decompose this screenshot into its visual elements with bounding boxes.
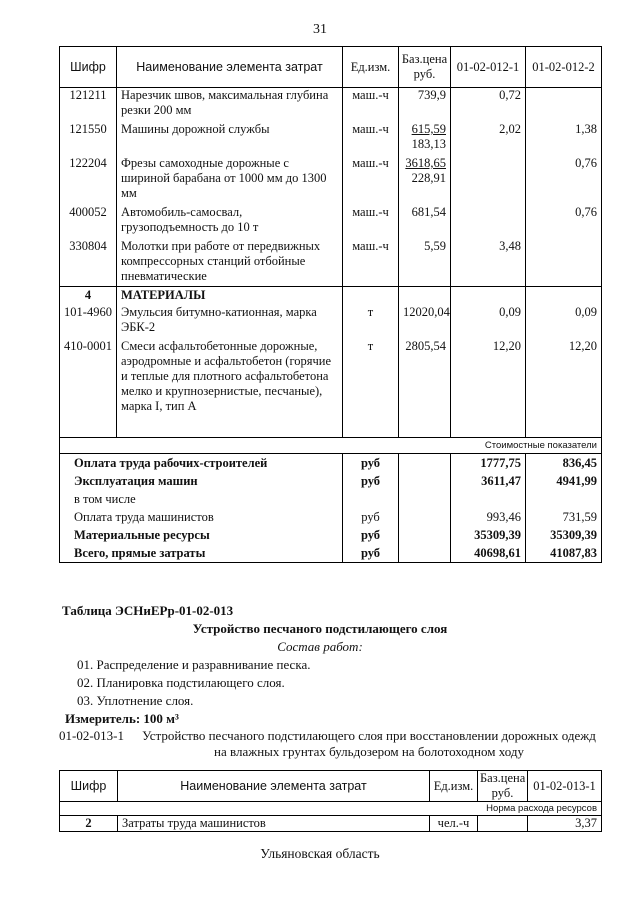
row-v2: 12,20 [526,339,602,438]
col-header-code: Шифр [60,47,117,88]
row-v2 [526,239,602,287]
row-v1: 0,09 [451,305,526,339]
table-title: Таблица ЭСНиЕРр-01-02-013 [62,603,234,618]
norm-header-row [60,802,602,816]
table-row [60,305,602,339]
section-heading: Устройство песчаного подстилающего слоя [192,621,448,636]
row-v1: 12,20 [451,339,526,438]
summary-v1: 993,46 [451,508,526,526]
row-v1: 3,37 [528,816,602,832]
summary-unit [343,490,399,508]
col-header-name: Наименование элемента затрат [117,47,343,88]
item-code: 01-02-013-1 [59,728,124,743]
row-price: 2805,54 [399,339,451,438]
table-row [60,205,602,239]
row-name: Нарезчик швов, максимальная глубина резки 200 мм [117,88,343,123]
row-price: 739,9 [399,88,451,123]
cost-header-row [60,438,602,454]
col-header-col1: 01-02-013-1 [528,771,602,802]
row-unit: маш.-ч [343,239,399,287]
row-code: 121550 [60,122,117,156]
summary-v2 [526,490,602,508]
row-price: 12020,04 [399,305,451,339]
summary-row [60,526,602,544]
col-header-col2: 01-02-012-2 [526,47,602,88]
summary-v1: 3611,47 [451,472,526,490]
summary-label: Оплата труда машинистов [60,508,343,526]
work-item: 01. Распределение и разравнивание песка. [77,657,311,672]
table-row [60,239,602,287]
row-unit: т [343,305,399,339]
row-v2: 0,09 [526,305,602,339]
row-unit: т [343,339,399,438]
col-header-unit: Ед.изм. [430,771,478,802]
row-price-alt: 183,13 [411,137,446,151]
row-code: 410-0001 [60,339,117,438]
summary-row [60,508,602,526]
col-header-code: Шифр [60,771,118,802]
row-unit: маш.-ч [343,205,399,239]
summary-unit: руб [343,526,399,544]
summary-v1: 40698,61 [451,544,526,563]
summary-row [60,472,602,490]
summary-v2: 41087,83 [526,544,602,563]
summary-label: Оплата труда рабочих-строителей [60,454,343,473]
row-unit: маш.-ч [343,122,399,156]
row-name: Эмульсия битумно-катионная, марка ЭБК-2 [117,305,343,339]
summary-v2: 35309,39 [526,526,602,544]
row-name: Затраты труда машинистов [118,816,430,832]
row-code: 101-4960 [60,305,117,339]
col-header-price: Баз.цена руб. [399,47,451,88]
summary-v1 [451,490,526,508]
row-unit: маш.-ч [343,156,399,205]
row-v1 [451,156,526,205]
summary-v2: 836,45 [526,454,602,473]
row-code: 2 [60,816,118,832]
row-v1: 2,02 [451,122,526,156]
summary-row [60,490,602,508]
row-name: Фрезы самоходные дорожные с шириной барабана от 1000 мм до 1300 мм [117,156,343,205]
work-item: 02. Планировка подстилающего слоя. [77,675,285,690]
summary-row [60,544,602,563]
row-code: 330804 [60,239,117,287]
summary-label: Всего, прямые затраты [60,544,343,563]
summary-unit: руб [343,508,399,526]
row-code: 121211 [60,88,117,123]
table-header-row [60,771,602,802]
table-row [60,88,602,123]
col-header-name: Наименование элемента затрат [118,771,430,802]
table-row [60,122,602,156]
row-price [478,816,528,832]
summary-label: в том числе [60,490,343,508]
summary-v1: 1777,75 [451,454,526,473]
summary-unit: руб [343,544,399,563]
page-number: 31 [313,22,327,37]
table-header-row [60,47,602,88]
section-row [60,287,602,306]
row-name: Автомобиль-самосвал, грузоподъемность до 10 т [117,205,343,239]
row-price: 681,54 [399,205,451,239]
works-title: Состав работ: [277,639,363,654]
summary-unit: руб [343,454,399,473]
summary-row [60,454,602,473]
norm-header: Норма расхода ресурсов [60,802,602,816]
row-unit: маш.-ч [343,88,399,123]
summary-v1: 35309,39 [451,526,526,544]
row-name: Машины дорожной службы [117,122,343,156]
measure: Измеритель: 100 м³ [65,711,179,726]
row-unit: чел.-ч [430,816,478,832]
section-title: МАТЕРИАЛЫ [117,287,343,306]
summary-v2: 4941,99 [526,472,602,490]
table-row [60,816,602,832]
row-name: Смеси асфальтобетонные дорожные, аэродромные и асфальтобетон (горячие и теплые для плотного асфальтобетона мелко и крупнозернистые, песчаные), марка I, тип А [117,339,343,438]
row-v2: 0,76 [526,156,602,205]
item-description: Устройство песчаного подстилающего слоя при восстановлении дорожных одежд на влажных грунтах бульдозером на болотоходном ходу [142,728,596,759]
row-price: 615,59 [411,122,446,136]
row-v1 [451,205,526,239]
section-code: 4 [60,287,117,306]
resource-table [59,46,602,563]
work-item: 03. Уплотнение слоя. [77,693,194,708]
row-price-alt: 228,91 [411,171,446,185]
row-v2: 0,76 [526,205,602,239]
col-header-unit: Ед.изм. [343,47,399,88]
footer-region: Ульяновская область [260,846,380,861]
row-v1: 3,48 [451,239,526,287]
row-v2: 1,38 [526,122,602,156]
cost-header: Стоимостные показатели [60,438,602,454]
row-code: 400052 [60,205,117,239]
summary-v2: 731,59 [526,508,602,526]
col-header-price: Баз.цена руб. [478,771,528,802]
table-row [60,156,602,205]
col-header-col1: 01-02-012-1 [451,47,526,88]
row-price: 3618,65 [405,156,446,170]
row-v2 [526,88,602,123]
summary-label: Материальные ресурсы [60,526,343,544]
row-price: 5,59 [399,239,451,287]
resource-table-2 [59,770,602,832]
summary-unit: руб [343,472,399,490]
table-row [60,339,602,438]
row-code: 122204 [60,156,117,205]
summary-label: Эксплуатация машин [60,472,343,490]
row-name: Молотки при работе от передвижных компрессорных станций отбойные пневматические [117,239,343,287]
row-v1: 0,72 [451,88,526,123]
